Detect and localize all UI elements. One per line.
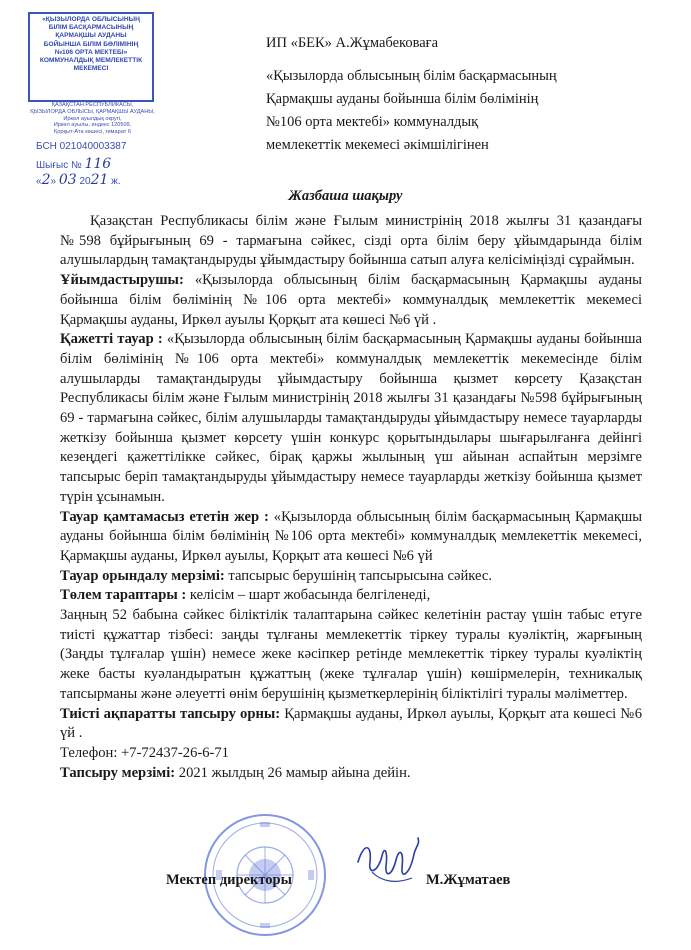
date-year-prefix: 20 — [79, 176, 91, 187]
payment-label: Төлем тараптары : — [60, 587, 187, 604]
stamp-line: МЕКЕМЕСІ — [73, 65, 109, 73]
handwritten-signature-icon — [352, 832, 424, 892]
stamp-line: №106 ОРТА МЕКТЕБІ» — [54, 48, 128, 56]
goods-paragraph — [60, 330, 642, 507]
stamp-address-line: Иркөл ауылдық округі, — [63, 115, 122, 122]
goods-text: «Қызылорда облысының білім басқармасының Қармақшы ауданы бойынша білім бөлімінің №106 орта мектебі» коммуналдық мемлекеттік мекемесінде білім алушыларды тамақтандыруды ұйымдастыру бойынша қызмет көрсету Қазақстан Республикасы білім және Ғылым министрінің 2018 жылғы 31 қазандағы №598 бұйрығының 69 - тармағына сәйкес, білім алушыларды тамақтандыруды ұйымдастыру немесе тауарларды жеткізу бойынша қызмет көрсету үшін конкурс қорытындылары шығарылғанға дейінгі кезеңдегі қажеттілікке сәйкес, бірақ қаржы жылының үш айынан аспайтын мерзімге тапсырыс беріп тамақтандыруды ұйымдастыру немесе тауарларды жеткізу бойынша қызмет түрін ұсынамын. — [60, 331, 642, 505]
date-quote-open: « — [36, 176, 42, 187]
signature-position: Мектеп директоры — [166, 872, 292, 888]
institution-stamp — [28, 12, 154, 102]
submission-paragraph — [60, 764, 642, 784]
law-paragraph: Заңның 52 бабына сәйкес біліктілік талаптарына сәйкес келетінін растау үшін табыс етуге тиісті құжаттар тізбесі: заңды тұлғаны мемлекеттік тіркеу туралы куәліктің, жарғының (Заңды тұлғалар үшін) немесе жеке кәсіпкер ретінде мемлекеттік тіркеу туралы куәліктің жеке басты куәландыратын құжаттың (жеке тұлғалар үшін) көшірмелерін, техникалық тапсырманы және әлеуетті өнім берушінің қызметкерлерінің біліктілігі туралы мәліметтер. — [60, 607, 642, 702]
submission-label: Тапсыру мерзімі: — [60, 764, 176, 781]
organizer-text: «Қызылорда облысының білім басқармасының Қармақшы ауданы бойынша білім бөлімінің №106 орта мектебі» коммуналдық мемлекеттік мекемесі Қармақшы ауданы, Иркөл ауылы Қорқыт ата көшесі №6 үй . — [60, 272, 642, 328]
payment-paragraph — [60, 586, 642, 606]
date-suffix: ж. — [111, 176, 121, 187]
stamp-address — [30, 102, 155, 136]
date-year-suffix: 21 — [90, 172, 109, 188]
organizer-paragraph — [60, 271, 642, 330]
stamp-date — [36, 172, 121, 188]
phone-line: Телефон: +7-72437-26-6-71 — [60, 744, 229, 761]
addressee-block — [266, 32, 666, 157]
deadline-label: Тауар орындалу мерзімі: — [60, 567, 225, 584]
addressee-recipient: ИП «БЕК» А.Жұмабековаға — [266, 35, 439, 51]
signature-name: М.Жұматаев — [426, 872, 511, 888]
stamp-address-line: Қорқыт-Ата көшесі, ғимарат 6 — [54, 129, 131, 136]
info-label: Тиісті ақпаратты тапсыру орны: — [60, 705, 281, 722]
outgoing-label: Шығыс № — [36, 160, 82, 171]
delivery-paragraph — [60, 508, 642, 567]
info-text: Қармақшы ауданы, Иркөл ауылы, Қорқыт ата көшесі №6 үй . — [60, 705, 643, 742]
stamp-bin: БСН 021040003387 — [36, 141, 127, 152]
delivery-text: «Қызылорда облысының білім басқармасының Қармақшы ауданы бойынша білім бөлімінің №106 орта мектебі» коммуналдық мемлекеттік мекемесі, Қармақшы ауданы, Иркөл ауылы, Қорқыт ата көшесі №6 үй — [60, 508, 642, 564]
stamp-outgoing-number — [36, 156, 111, 172]
addressee-line: №106 орта мектебі» коммуналдық — [266, 114, 479, 130]
addressee-line: мемлекеттік мекемесі әкімшілігінен — [266, 137, 489, 153]
organizer-label: Ұйымдастырушы: — [60, 272, 184, 289]
stamp-line: БОЙЫНША БІЛІМ БӨЛІМІНІҢ — [43, 40, 139, 48]
deadline-text: тапсырыс берушінің тапсырысына сәйкес. — [228, 567, 493, 584]
document-title: Жазбаша шақыру — [288, 188, 403, 204]
info-paragraph — [60, 705, 642, 744]
stamp-line: ҚАРМАҚШЫ АУДАНЫ — [55, 32, 127, 40]
addressee-line: Қармақшы ауданы бойынша білім бөлімінің — [266, 91, 539, 107]
stamp-line: КОММУНАЛДЫҚ МЕМЛЕКЕТТІК — [39, 57, 143, 65]
outgoing-number: 116 — [84, 156, 112, 172]
stamp-line: БІЛІМ БАСҚАРМАСЫНЫҢ — [48, 24, 134, 32]
payment-text: келісім – шарт жобасында белгіленеді, — [189, 587, 431, 604]
delivery-label: Тауар қамтамасыз ететін жер : — [60, 508, 269, 525]
date-quote-close: » — [50, 176, 57, 187]
date-month: 03 — [58, 172, 77, 188]
stamp-address-line: ҚАЗАҚСТАН РЕСПУБЛИКАСЫ, — [51, 102, 134, 108]
intro-paragraph: Қазақстан Республикасы білім және Ғылым министрінің 2018 жылғы 31 қазандағы №598 бұйрығының 69 - тармағына сәйкес, сізді орта білім беру ұйымдарында білім алушылардың тамақтандыруды ұйымдастыру бойынша сатып алуға келісіміңізді сұраймын. — [60, 213, 642, 269]
goods-label: Қажетті тауар : — [60, 331, 163, 348]
date-day: 2 — [41, 172, 51, 188]
submission-text: 2021 жылдың 26 мамыр айына дейін. — [178, 764, 411, 781]
stamp-line: «ҚЫЗЫЛОРДА ОБЛЫСЫНЫҢ — [42, 16, 140, 23]
addressee-line: «Қызылорда облысының білім басқармасының — [266, 68, 557, 84]
deadline-paragraph — [60, 567, 642, 587]
document-body — [60, 212, 642, 783]
stamp-address-line: ҚЫЗЫЛОРДА ОБЛЫСЫ, ҚАРМАҚШЫ АУДАНЫ, — [30, 108, 155, 115]
stamp-address-line: Иркөл ауылы, индекс 120509, — [53, 122, 132, 129]
